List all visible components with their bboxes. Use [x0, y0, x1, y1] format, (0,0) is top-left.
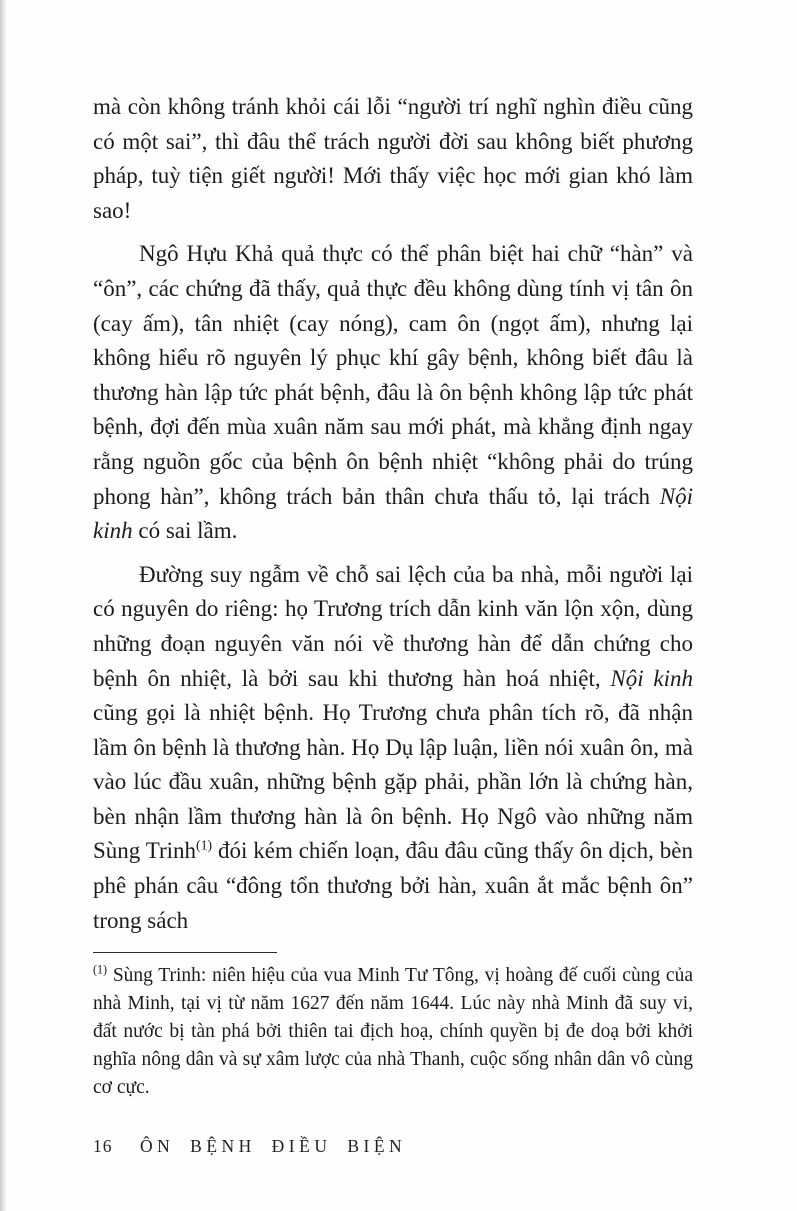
paragraph	[93, 558, 693, 939]
body-text	[93, 90, 693, 938]
footnote-section	[93, 952, 693, 1102]
footnote-body: Sùng Trinh: niên hiệu của vua Minh Tư Tông, vị hoàng đế cuối cùng của nhà Minh, tại vị từ năm 1627 đến năm 1644. Lúc này nhà Minh đã suy vi, đất nước bị tàn phá bởi thiên tai địch hoạ, chính quyền bị đe doạ bởi khởi nghĩa nông dân và sự xâm lược của nhà Thanh, cuộc sống nhân dân vô cùng cơ cực.	[93, 965, 693, 1098]
text-run: Ngô Hựu Khả quả thực có thể phân biệt hai chữ “hàn” và “ôn”, các chứng đã thấy, quả thực đều không dùng tính vị tân ôn (cay ấm), tân nhiệt (cay nóng), cam ôn (ngọt ấm), nhưng lại không hiểu rõ nguyên lý phục khí gây bệnh, không biết đâu là thương hàn lập tức phát bệnh, đâu là ôn bệnh không lập tức phát bệnh, đợi đến mùa xuân năm sau mới phát, mà khẳng định ngay rằng nguồn gốc của bệnh ôn bệnh nhiệt “không phải do trúng phong hàn”, không trách bản thân chưa thấu tỏ, lại trách	[93, 241, 693, 509]
footnote-text	[93, 962, 693, 1102]
text-run: cũng gọi là nhiệt bệnh. Họ Trương chưa phân tích rõ, đã nhận lầm ôn bệnh là thương hàn. Họ Dụ lập luận, liền nói xuân ôn, mà vào lúc đầu xuân, những bệnh gặp phải, phần lớn là chứng hàn, bèn nhận lầm thương hàn là ôn bệnh. Họ Ngô vào những năm Sùng Trinh	[93, 700, 693, 864]
paragraph	[93, 90, 693, 228]
text-run: có sai lầm.	[132, 518, 238, 544]
text-run: mà còn không tránh khỏi cái lỗi “người trí nghĩ nghìn điều cũng có một sai”, thì đâu thể trách người đời sau không biết phương pháp, tuỳ tiện giết người! Mới thấy việc học mới gian khó làm sao!	[93, 94, 693, 223]
book-title-italic: Nội kinh	[93, 483, 693, 544]
paragraph	[93, 237, 693, 548]
page-number: 16	[93, 1136, 113, 1156]
book-title-italic: Nội kinh	[610, 665, 693, 691]
page-left-edge-shadow	[0, 0, 7, 1211]
footnote-marker: (1)	[93, 962, 108, 977]
text-run: Đường suy ngẫm về chỗ sai lệch của ba nhà, mỗi người lại có nguyên do riêng: họ Trương trích dẫn kinh văn lộn xộn, dùng những đoạn nguyên văn nói về thương hàn để dẫn chứng cho bệnh ôn nhiệt, là bởi sau khi thương hàn hoá nhiệt,	[93, 561, 693, 691]
page-footer	[93, 1136, 406, 1157]
footnote-reference: (1)	[196, 837, 213, 853]
running-title: ÔN BỆNH ĐIỀU BIỆN	[140, 1136, 407, 1156]
footnote-separator	[93, 952, 277, 953]
text-run: đói kém chiến loạn, đâu đâu cũng thấy ôn dịch, bèn phê phán câu “đông tổn thương bởi hàn, xuân ắt mắc bệnh ôn” trong sách	[93, 838, 693, 933]
